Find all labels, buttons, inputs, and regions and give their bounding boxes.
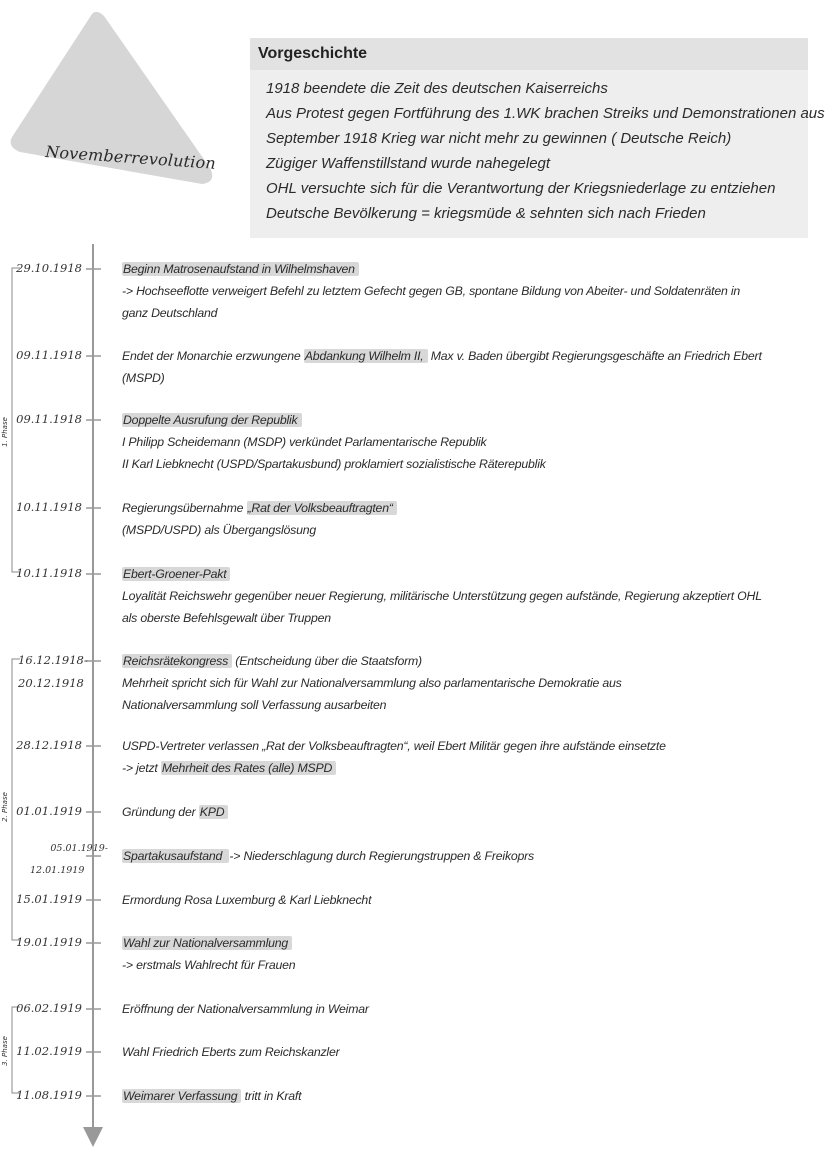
highlighted-term: Weimarer Verfassung [122,1089,241,1103]
highlighted-term: Reichsrätekongress [122,654,232,668]
event-text: USPD-Vertreter verlassen „Rat der Volksbeauftragten“, weil Ebert Militär gegen ihre aufstände einsetzte [122,739,666,753]
event-line [122,409,802,431]
highlighted-term: Beginn Matrosenaufstand in Wilhelmshaven [122,262,359,276]
event-line [122,672,802,694]
event-date: 28.12.1918 [16,738,82,752]
event-text: Ermordung Rosa Luxemburg & Karl Liebknecht [122,893,372,907]
event-line [122,453,802,475]
event-line [122,757,802,779]
event-date: 11.08.1919 [16,1088,82,1102]
event-date-end: 20.12.1918 [18,676,84,690]
event-text: Endet der Monarchie erzwungene [122,349,304,363]
event-line [122,345,802,367]
event-line [122,932,802,954]
event-line [122,585,802,607]
event-date: 11.02.1919 [16,1044,82,1058]
event-text: als oberste Befehlsgewalt über Truppen [122,611,331,625]
event-line [122,258,802,280]
highlighted-term: Ebert-Groener-Pakt [122,567,230,581]
event-entry [122,563,802,629]
event-line [122,735,802,757]
event-line [122,998,802,1020]
event-text: (MSPD/USPD) als Übergangslösung [122,523,317,537]
event-text: tritt in Kraft [241,1089,302,1103]
event-text: -> erstmals Wahlrecht für Frauen [122,958,296,972]
event-date: 09.11.1918 [16,348,82,362]
intro-box [250,38,825,238]
event-entry [122,889,802,911]
event-text: Regierungsübernahme [122,501,247,515]
event-entry [122,932,802,976]
event-text: ganz Deutschland [122,306,218,320]
page-title: Novemberrevolution [44,142,217,173]
event-line [122,563,802,585]
event-text: -> jetzt [122,761,161,775]
event-line [122,801,802,823]
event-line [122,519,802,541]
event-date: 10.11.1918 [16,566,82,580]
intro-line: OHL versuchte sich für die Verantwortung der Kriegsniederlage zu entziehen [266,180,776,197]
highlighted-term: Mehrheit des Rates (alle) MSPD [161,761,336,775]
highlighted-term: Spartakusaufstand [122,849,229,863]
event-line [122,497,802,519]
event-date: 01.01.1919 [16,804,82,818]
highlighted-term: Doppelte Ausrufung der Republik [122,413,302,427]
event-entry [122,845,802,867]
event-entry [122,497,802,541]
event-line [122,280,802,302]
event-text: Max v. Baden übergibt Regierungsgeschäfte an Friedrich Ebert [427,349,762,363]
event-entry [122,258,802,324]
highlighted-term: Abdankung Wilhelm II, [304,349,428,363]
event-date: 15.01.1919 [16,892,82,906]
intro-line: Aus Protest gegen Fortführung des 1.WK brachen Streiks und Demonstrationen aus [266,105,825,122]
event-text: Loyalität Reichswehr gegenüber neuer Regierung, militärische Unterstützung gegen aufstände, Regierung akzeptiert OHL [122,589,762,603]
event-text: Mehrheit spricht sich für Wahl zur Nationalversammlung also parlamentarische Demokratie aus [122,676,622,690]
intro-line: 1918 beendete die Zeit des deutschen Kaiserreichs [266,80,608,97]
event-line [122,607,802,629]
event-text: Gründung der [122,805,199,819]
event-entry [122,801,802,823]
event-line [122,954,802,976]
event-date: 29.10.1918 [16,261,82,275]
event-date: 16.12.1918- [18,653,88,667]
event-date: 06.02.1919 [16,1001,82,1015]
highlighted-term: Wahl zur Nationalversammlung [122,936,292,950]
event-date: 10.11.1918 [16,500,82,514]
event-entry [122,1085,802,1107]
phase-1-label: 1. Phase [0,417,9,447]
phase-2-label: 2. Phase [0,792,9,822]
event-entry [122,345,802,389]
event-line [122,1041,802,1063]
intro-heading: Vorgeschichte [250,38,808,70]
event-line [122,650,802,672]
event-line [122,889,802,911]
event-date: 05.01.1919- [50,843,108,854]
event-text: (Entscheidung über die Staatsform) [232,654,422,668]
event-entry [122,650,802,716]
event-line [122,694,802,716]
event-text: Eröffnung der Nationalversammlung in Weimar [122,1002,369,1016]
intro-line: September 1918 Krieg war nicht mehr zu gewinnen ( Deutsche Reich) [266,130,732,147]
intro-body [250,70,825,226]
event-text: Wahl Friedrich Eberts zum Reichskanzler [122,1045,340,1059]
event-entry [122,998,802,1020]
intro-line: Zügiger Waffenstillstand wurde nahegelegt [266,155,551,172]
event-text: I Philipp Scheidemann (MSDP) verkündet Parlamentarische Republik [122,435,487,449]
event-date: 19.01.1919 [16,935,82,949]
event-entry [122,409,802,475]
event-entry [122,735,802,779]
event-line [122,845,802,867]
intro-line: Deutsche Bevölkerung = kriegsmüde & sehnten sich nach Frieden [266,205,706,222]
event-text: (MSPD) [122,371,165,385]
event-line [122,1085,802,1107]
event-text: -> Niederschlagung durch Regierungstruppen & Freikoprs [229,849,535,863]
event-date: 09.11.1918 [16,412,82,426]
highlighted-term: KPD [199,805,229,819]
phase-3-label: 3. Phase [0,1036,9,1066]
event-line [122,367,802,389]
event-date-end: 12.01.1919 [30,865,85,876]
event-text: II Karl Liebknecht (USPD/Spartakusbund) proklamiert sozialistische Räterepublik [122,457,546,471]
event-line [122,431,802,453]
event-text: -> Hochseeflotte verweigert Befehl zu letztem Gefecht gegen GB, spontane Bildung von Abeiter- und Soldatenräten in [122,284,741,298]
event-text: Nationalversammlung soll Verfassung ausarbeiten [122,698,387,712]
highlighted-term: „Rat der Volksbeauftragten“ [247,501,397,515]
event-line [122,302,802,324]
event-entry [122,1041,802,1063]
